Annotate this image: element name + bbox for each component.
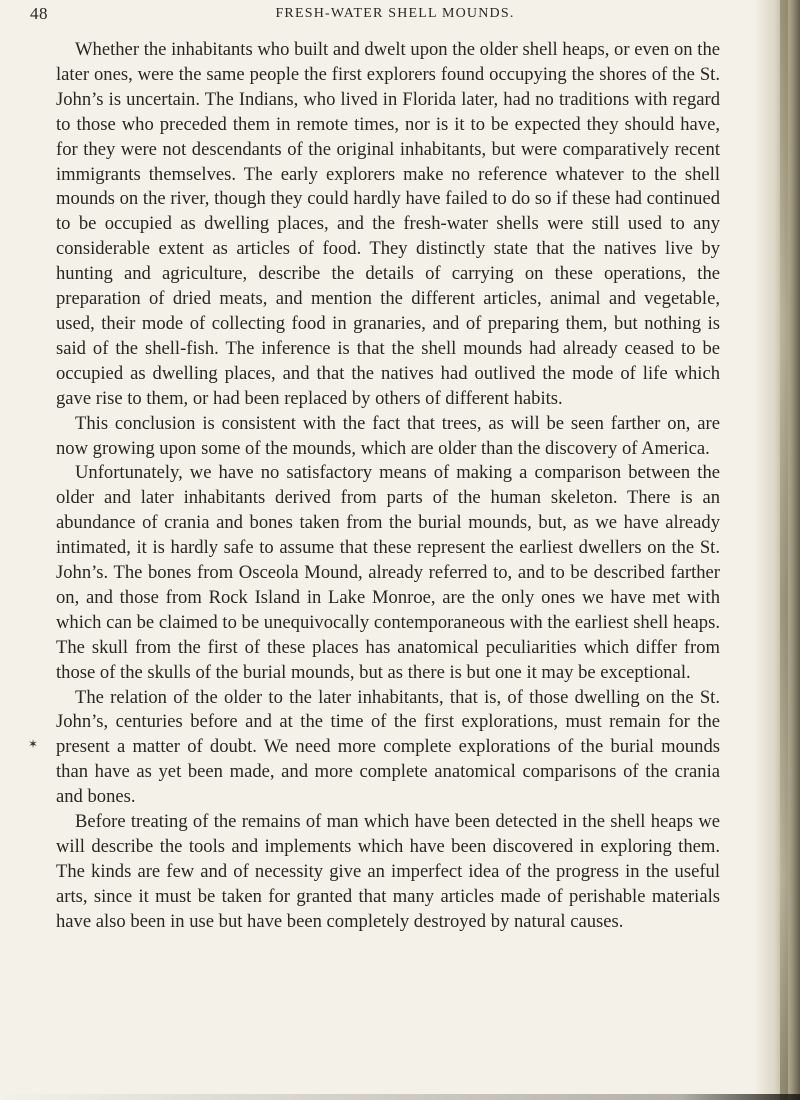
paragraph: The relation of the older to the later inhabitants, that is, of those dwelling on the St. John’s, centuries before and at the time of the first explorations, must remain for the present a matter of doubt. We need more complete explorations of the burial mounds than have as yet been made, and more complete anatomical comparisons of the crania and bones.: [56, 686, 720, 808]
body-text: [56, 38, 720, 935]
page-edge-stain: [780, 0, 788, 1100]
page-bottom-edge: [0, 1094, 800, 1100]
page-binding-shadow: [754, 0, 800, 1100]
paragraph: Unfortunately, we have no satisfactory means of making a comparison between the older and later inhabitants derived from parts of the human skeleton. There is an abundance of crania and bones taken from the burial mounds, but, as we have already intimated, it is hardly safe to assume that these represent the earliest dwellers on the St. John’s. The bones from Osceola Mound, already referred to, and to be described farther on, and those from Rock Island in Lake Monroe, are the only ones we have met with which can be claimed to be unequivocally contemporaneous with the earliest shell heaps. The skull from the first of these places has anatomical peculiarities which differ from those of the skulls of the burial mounds, but as there is but one it may be exceptional.: [56, 462, 720, 683]
paragraph: Whether the inhabitants who built and dwelt upon the older shell heaps, or even on the later ones, were the same people the first explorers found occupying the shores of the St. John’s is uncertain. The Indians, who lived in Florida later, had no traditions with regard to those who preceded them in remote times, nor is it to be expected they should have, for they were not descendants of the original inhabitants, but were comparatively recent immigrants themselves. The early explorers make no reference whatever to the shell mounds on the river, though they could hardly have failed to do so if these had continued to be occupied as dwelling places, and the fresh-water shells were still used to any considerable extent as articles of food. They distinctly state that the natives live by hunting and agriculture, describe the details of carrying on these operations, the preparation of dried meats, and mention the different articles, animal and vegetable, used, their mode of collecting food in granaries, and of preparing them, but nothing is said of the shell-fish. The inference is that the shell mounds had already ceased to be occupied as dwelling places, and that the natives had outlived the mode of life which gave rise to them, or had been replaced by others of different habits.: [56, 39, 720, 409]
margin-star-mark: ✶: [28, 737, 39, 751]
paragraph: Before treating of the remains of man which have been detected in the shell heaps we will describe the tools and implements which have been discovered in exploring them. The kinds are few and of necessity give an imperfect idea of the progress in the useful arts, since it must be taken for granted that many articles made of perishable materials have also been in use but have been completely destroyed by natural causes.: [56, 811, 720, 932]
page-number: 48: [30, 4, 48, 23]
paragraph: This conclusion is consistent with the fact that trees, as will be seen farther on, are now growing upon some of the mounds, which are older than the discovery of America.: [56, 412, 720, 459]
running-title: FRESH-WATER SHELL MOUNDS.: [275, 6, 515, 21]
page-header: [30, 4, 720, 28]
